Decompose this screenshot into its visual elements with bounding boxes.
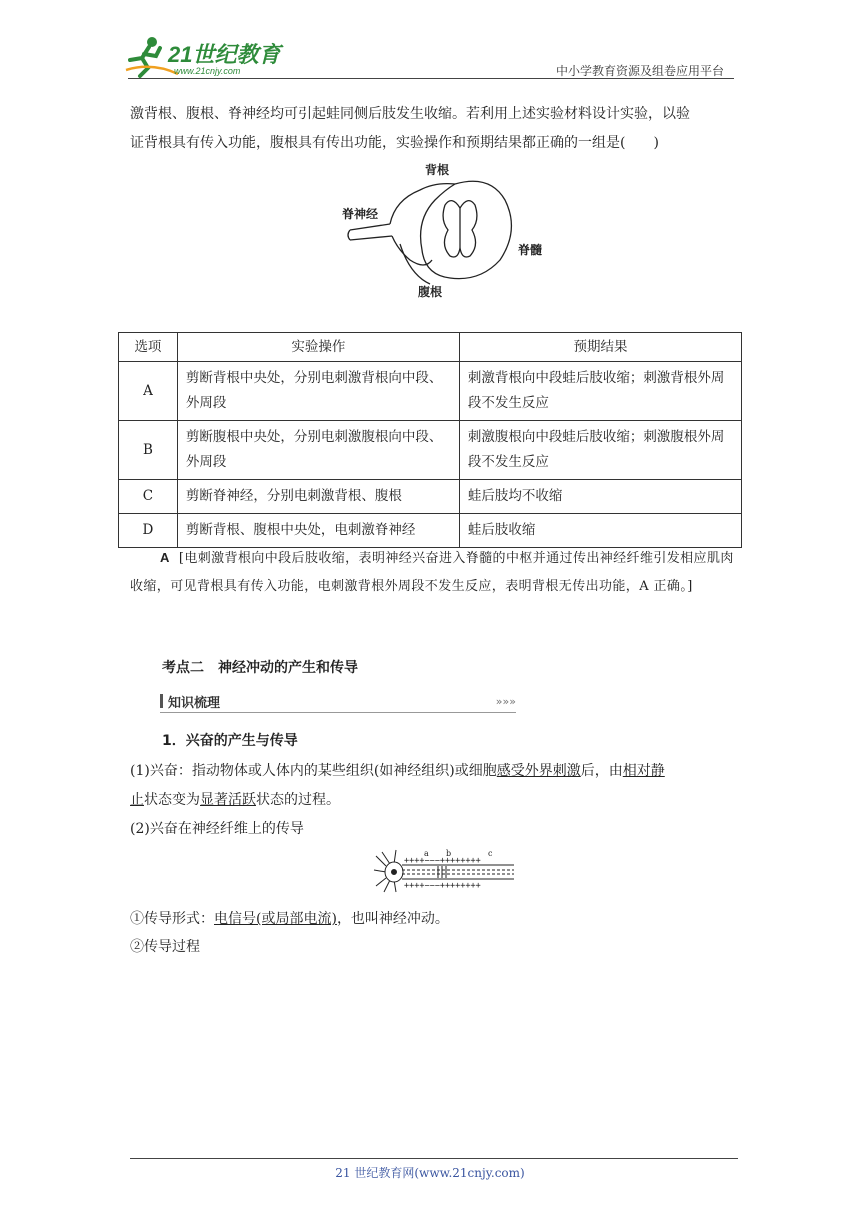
header-result: 预期结果	[459, 333, 741, 362]
platform-title: 中小学教育资源及组卷应用平台	[555, 64, 724, 78]
footer-link[interactable]: 21 世纪教育网(www.21cnjy.com)	[335, 1166, 525, 1180]
label-spinal-nerve: 脊神经	[342, 207, 379, 221]
banner-underline	[160, 712, 516, 713]
top-charges: ++++−−−++++++++	[404, 856, 481, 866]
table-header-row	[119, 333, 742, 362]
header-operation: 实验操作	[177, 333, 459, 362]
conduction-process: ②传导过程	[130, 939, 200, 955]
spinal-cord-diagram	[340, 160, 550, 300]
operation-cell: 剪断背根、腹根中央处，电刺激脊神经	[177, 514, 459, 548]
underlined-term: 电信号(或局部电流)	[214, 911, 337, 927]
result-cell: 刺激腹根向中段蛙后肢收缩；刺激腹根外周段不发生反应	[459, 421, 741, 480]
knowledge-banner	[160, 691, 516, 715]
table-row	[119, 480, 742, 514]
text-span: 状态的过程。	[256, 792, 340, 808]
site-logo	[122, 34, 292, 78]
option-label: B	[119, 421, 178, 480]
knowledge-label: 知识梳理	[168, 696, 221, 711]
header-option: 选项	[119, 333, 178, 362]
result-cell: 蛙后肢均不收缩	[459, 480, 741, 514]
point-a-label: a	[424, 849, 429, 858]
underlined-term: 相对静	[622, 763, 665, 779]
option-label: D	[119, 514, 178, 548]
text-span: 后，由	[580, 763, 623, 779]
header-divider	[128, 78, 734, 79]
banner-bar	[160, 694, 163, 708]
logo-title: 21世纪教育	[168, 42, 281, 67]
footer-divider	[130, 1158, 738, 1159]
answer-text: [电刺激背根向中段后肢收缩，表明神经兴奋进入脊髓的中枢并通过传出神经纤维引发相应肌肉收缩，可见背根具有传入功能，电刺激背根外周段不发生反应，表明背根无传出功能，A 正确。]	[130, 551, 734, 594]
bottom-charges: ++++−−−++++++++	[404, 881, 481, 891]
underlined-term: 显著活跃	[200, 792, 256, 808]
excitation-definition	[130, 758, 740, 784]
label-dorsal-root: 背根	[425, 163, 450, 177]
logo-url: www.21cnjy.com	[174, 66, 241, 76]
point-b-label: b	[446, 849, 452, 858]
table-row	[119, 421, 742, 480]
underlined-term: 感受外界刺激	[496, 763, 581, 779]
text-span: 状态变为	[144, 792, 200, 808]
question-line-1: 激背根、腹根、脊神经均可引起蛙同侧后肢发生收缩。若利用上述实验材料设计实验，以验	[130, 106, 690, 122]
table-row	[119, 362, 742, 421]
result-cell: 蛙后肢收缩	[459, 514, 741, 548]
table-row	[119, 514, 742, 548]
chevrons-icon: »»»	[495, 695, 516, 708]
answer-key: A	[160, 550, 170, 565]
operation-cell: 剪断脊神经，分别电刺激背根、腹根	[177, 480, 459, 514]
nerve-fiber-diagram	[372, 848, 518, 894]
question-line-2: 证背根具有传入功能，腹根具有传出功能，实验操作和预期结果都正确的一组是( )	[130, 135, 659, 151]
excitation-definition-cont	[130, 787, 740, 813]
point-c-label: c	[488, 849, 493, 858]
option-label: C	[119, 480, 178, 514]
text-span: (1)兴奋：指动物体或人体内的某些组织(如神经组织)或细胞	[130, 763, 497, 779]
option-label: A	[119, 362, 178, 421]
conduction-heading: (2)兴奋在神经纤维上的传导	[130, 821, 304, 837]
section-title: 考点二 神经冲动的产生和传导	[162, 660, 358, 676]
conduction-form	[130, 906, 740, 932]
result-cell: 刺激背根向中段蛙后肢收缩；刺激背根外周段不发生反应	[459, 362, 741, 421]
answer-explanation	[130, 544, 740, 601]
operation-cell: 剪断背根中央处，分别电刺激背根向中段、外周段	[177, 362, 459, 421]
options-table	[118, 332, 742, 548]
operation-cell: 剪断腹根中央处，分别电刺激腹根向中段、外周段	[177, 421, 459, 480]
subsection-heading: 1．兴奋的产生与传导	[162, 733, 298, 749]
underlined-term: 止	[130, 792, 144, 808]
label-spinal-cord: 脊髓	[518, 243, 543, 257]
text-span: ①传导形式：	[130, 911, 214, 927]
text-span: ，也叫神经冲动。	[336, 911, 449, 927]
label-ventral-root: 腹根	[418, 285, 443, 299]
